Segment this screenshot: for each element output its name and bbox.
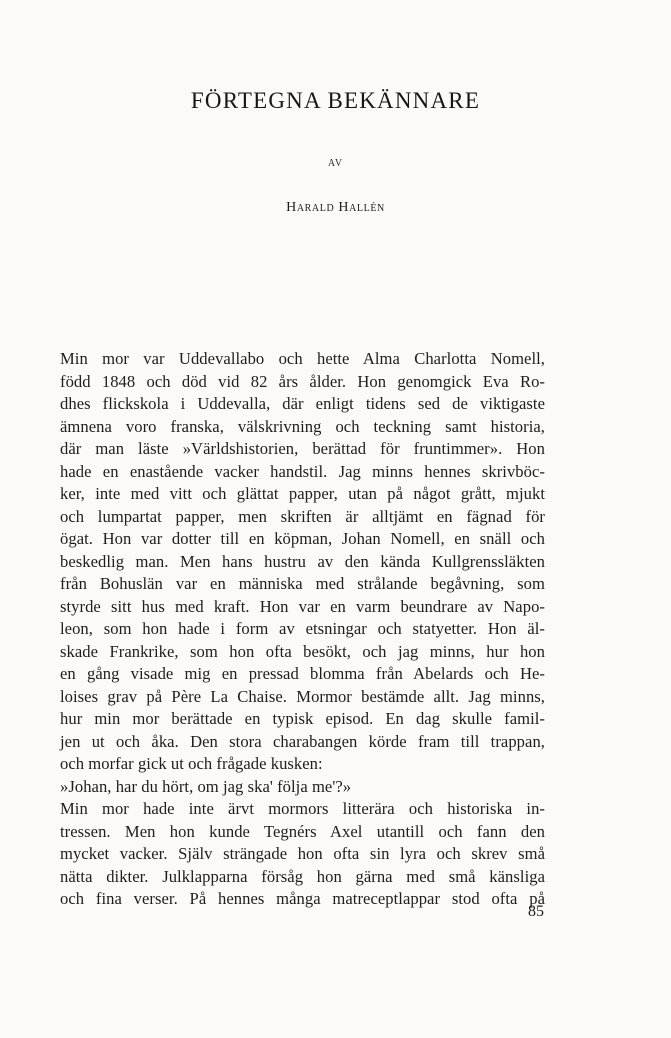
body-line: tressen. Men hon kunde Tegnérs Axel utantill och fann den bbox=[60, 821, 545, 841]
body-line: där man läste »Världshistorien, berättad för fruntimmer». Hon bbox=[60, 439, 545, 458]
body-line: och fina verser. På hennes många matreceptlappar stod ofta på bbox=[60, 889, 545, 908]
body-line: ämnena voro franska, välskrivning och teckning samt historia, bbox=[60, 416, 545, 436]
body-line: beskedlig man. Men hans hustru av den kända Kullgrenssläkten bbox=[60, 551, 545, 571]
page-number: 85 bbox=[528, 903, 544, 920]
page-title: FÖRTEGNA BEKÄNNARE bbox=[190, 88, 481, 113]
body-line: jen ut och åka. Den stora charabangen körde fram till trappan, bbox=[60, 731, 545, 751]
body-line: leon, som hon hade i form av etsningar och statyetter. Hon äl- bbox=[60, 619, 545, 638]
body-line: och morfar gick ut och frågade kusken: bbox=[60, 754, 323, 773]
body-line: skade Frankrike, som hon ofta besökt, och jag minns, hur hon bbox=[60, 641, 545, 661]
body-line: styrde sitt hus med kraft. Hon var en varm beundrare av Napo- bbox=[60, 596, 545, 616]
body-line: hade en enastående vacker handstil. Jag minns hennes skrivböc- bbox=[60, 461, 545, 481]
body-line: en gång visade mig en pressad blomma från Abelards och He- bbox=[60, 664, 545, 683]
body-line: ker, inte med vitt och glättat papper, utan på något grått, mjukt bbox=[60, 484, 545, 503]
body-line: Min mor var Uddevallabo och hette Alma Charlotta Nomell, bbox=[60, 349, 545, 368]
body-line: från Bohuslän var en människa med strålande begåvning, som bbox=[60, 574, 545, 593]
author-name: Harald Hallén bbox=[286, 200, 385, 215]
body-line: loises grav på Père La Chaise. Mormor bestämde allt. Jag minns, bbox=[60, 686, 545, 706]
body-line: nätta dikter. Julklapparna försåg hon gärna med små känsliga bbox=[60, 866, 545, 886]
body-text bbox=[60, 348, 545, 911]
body-line: »Johan, har du hört, om jag ska' följa me'?» bbox=[60, 776, 352, 796]
body-line: ögat. Hon var dotter till en köpman, Johan Nomell, en snäll och bbox=[60, 529, 545, 548]
body-line: dhes flickskola i Uddevalla, där enligt tidens sed de viktigaste bbox=[60, 394, 545, 413]
byline-prefix: AV bbox=[327, 158, 344, 169]
body-line: Min mor hade inte ärvt mormors litterära och historiska in- bbox=[60, 799, 545, 818]
body-line: och lumpartat papper, men skriften är alltjämt en fägnad för bbox=[60, 506, 545, 526]
body-line: född 1848 och död vid 82 års ålder. Hon genomgick Eva Ro- bbox=[60, 371, 545, 391]
body-line: hur min mor berättade en typisk episod. En dag skulle famil- bbox=[60, 709, 545, 728]
body-line: mycket vacker. Själv strängade hon ofta sin lyra och skrev små bbox=[60, 844, 545, 863]
